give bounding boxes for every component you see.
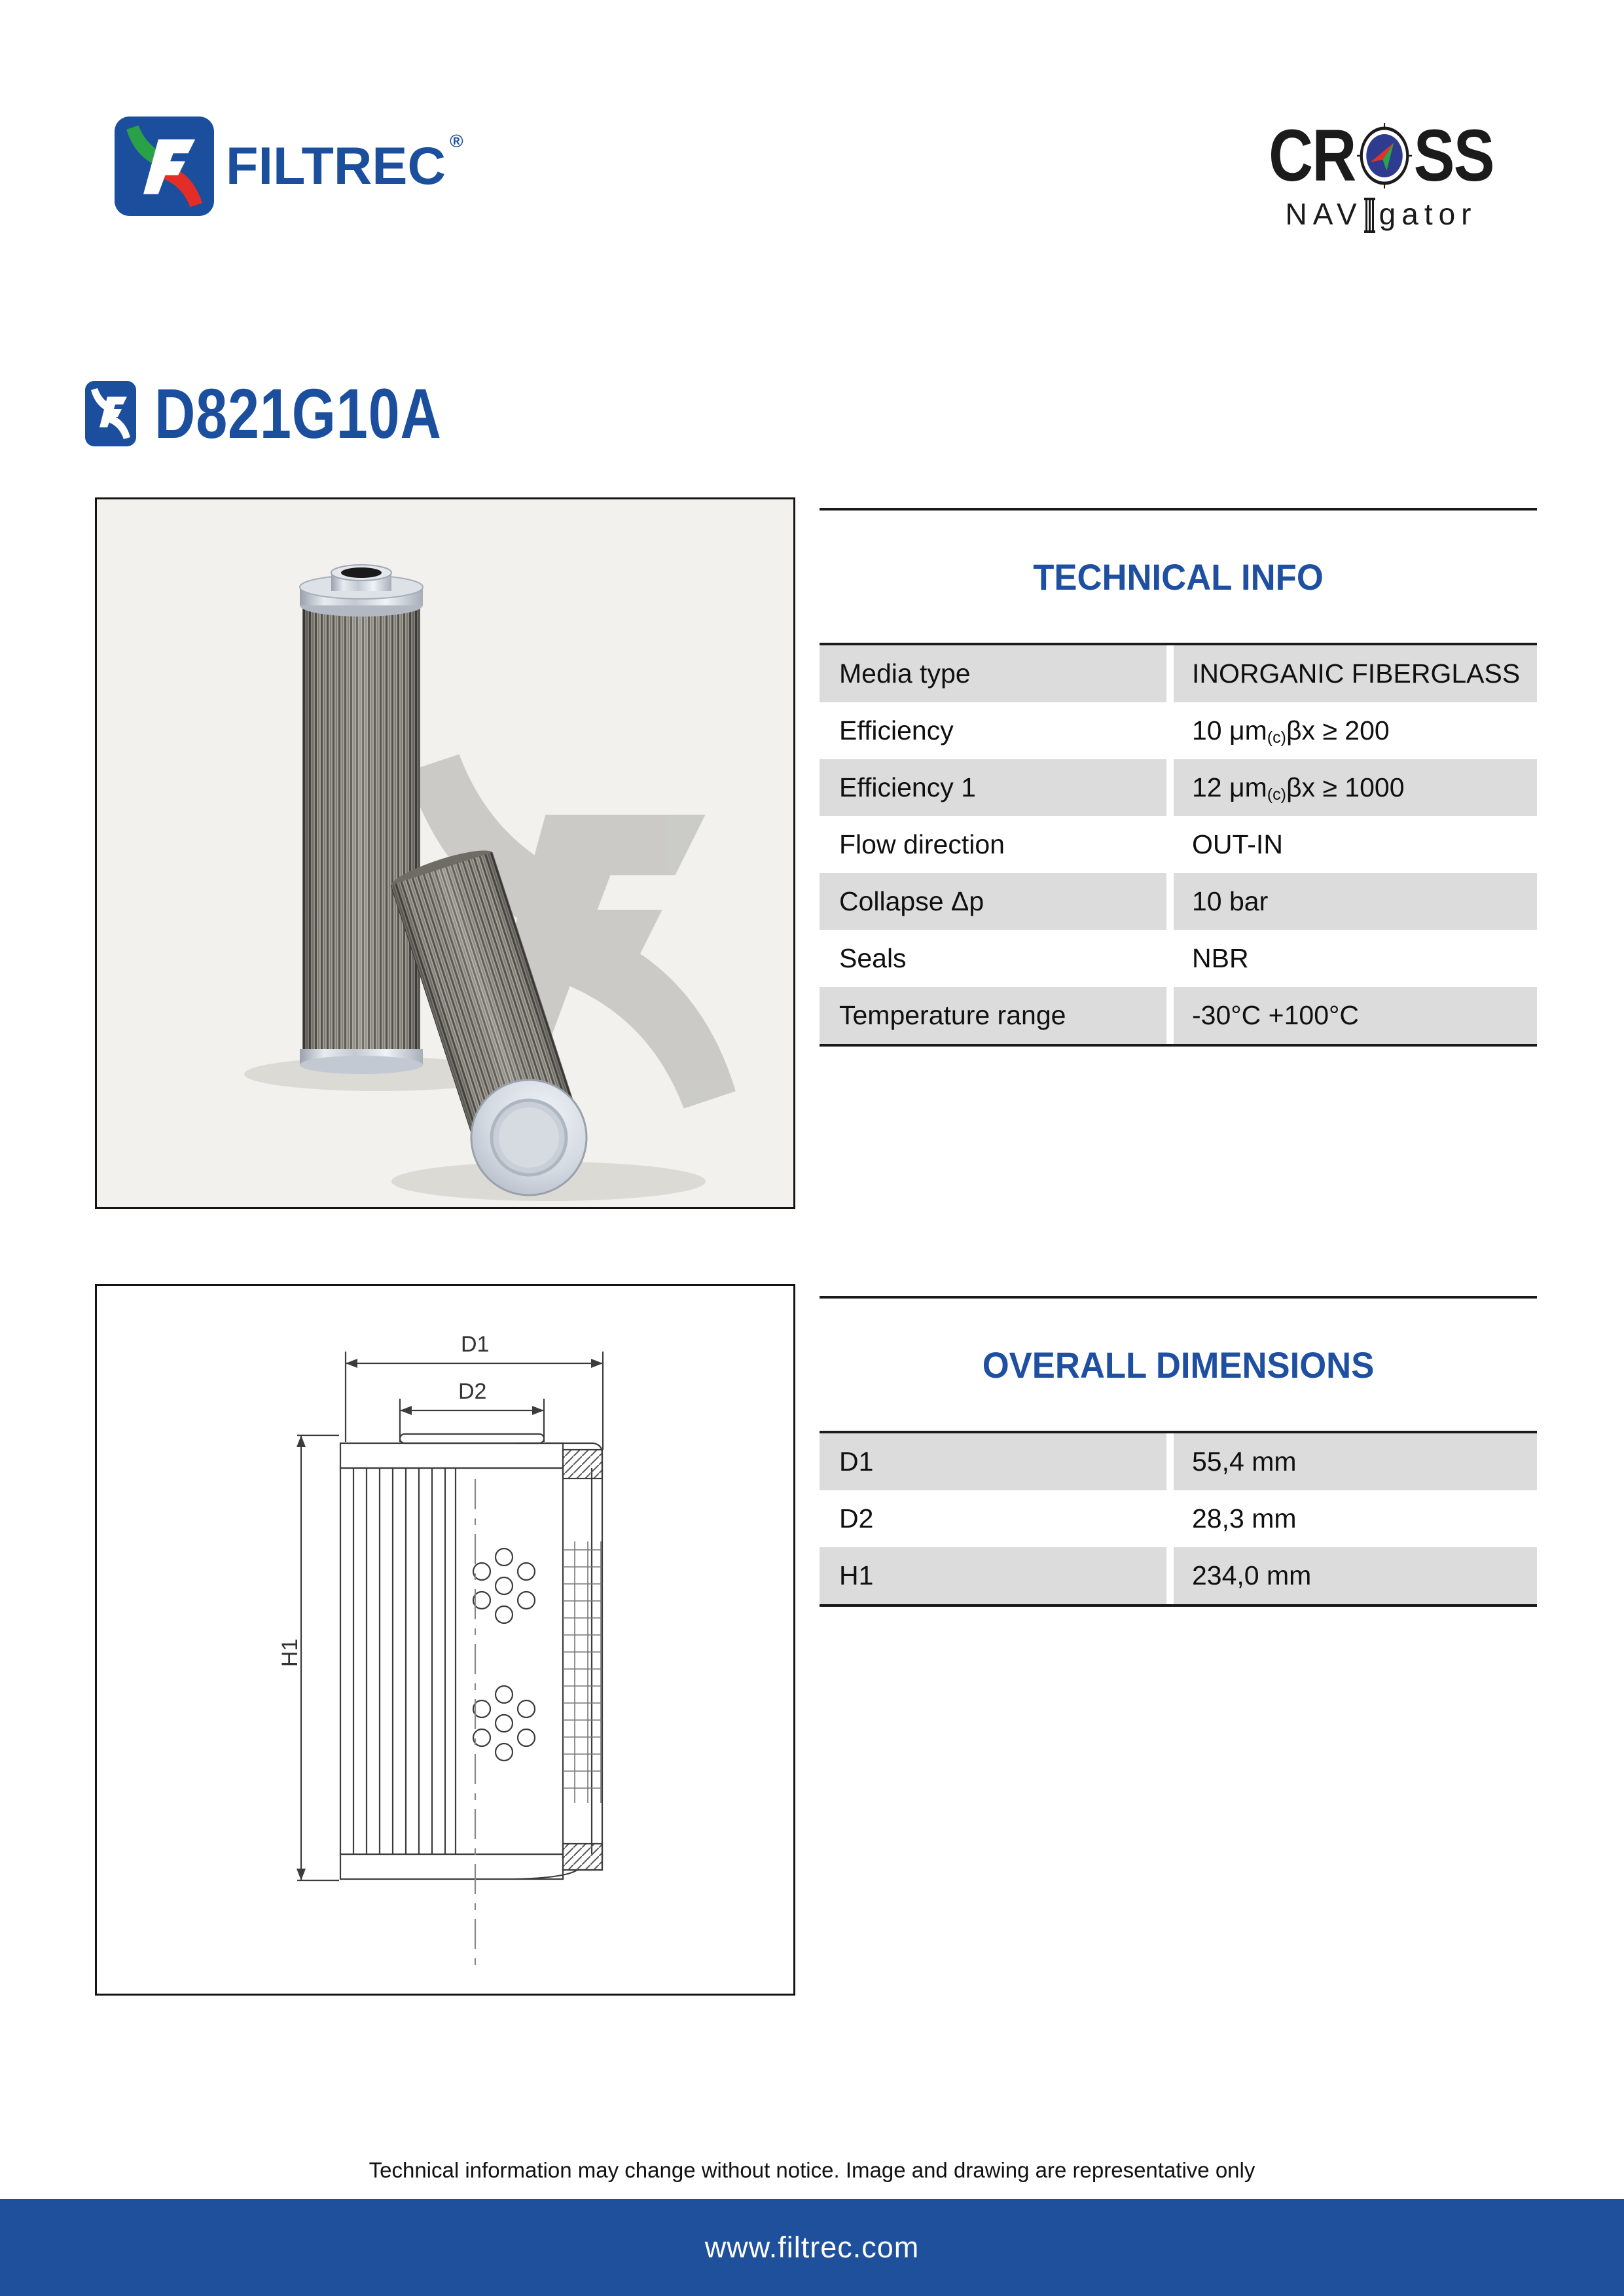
- spec-value: 10 μm $_{(c)}$ βx ≥ 200: [1174, 702, 1537, 759]
- spec-value: INORGANIC FIBERGLASS: [1174, 645, 1537, 702]
- nav-text: NAV: [1285, 197, 1363, 231]
- column-gap: [1166, 873, 1174, 930]
- table-row: [820, 987, 1537, 1044]
- footer-bar: [0, 2199, 1624, 2296]
- table-row: [820, 1490, 1537, 1547]
- registered-trademark: ®: [449, 131, 463, 151]
- column-gap: [1166, 816, 1174, 873]
- spec-label: Efficiency: [820, 702, 1166, 759]
- spec-value: 12 μm $_{(c)}$ βx ≥ 1000: [1174, 759, 1537, 816]
- spec-value: NBR: [1174, 930, 1537, 987]
- spec-label: Efficiency 1: [820, 759, 1166, 816]
- cross-text-left: CR: [1269, 115, 1356, 196]
- dimension-label: D2: [820, 1490, 1166, 1547]
- gator-text: gator: [1379, 197, 1477, 231]
- section-divider: [820, 1296, 1537, 1299]
- part-heading: [85, 374, 513, 453]
- table-row: [820, 930, 1537, 987]
- table-row: [820, 816, 1537, 873]
- column-gap: [1166, 930, 1174, 987]
- navigator-line: [1247, 196, 1515, 232]
- table-row: [820, 1547, 1537, 1604]
- filtrec-wordmark: FILTREC: [226, 136, 446, 196]
- table-row: [820, 759, 1537, 816]
- table-row: [820, 702, 1537, 759]
- overall-dimensions-table: [820, 1431, 1537, 1607]
- column-gap: [1166, 759, 1174, 816]
- cross-wordmark-line: [1269, 115, 1494, 196]
- section-divider: [820, 508, 1537, 511]
- spec-label: Media type: [820, 645, 1166, 702]
- drawing-d2-label: D2: [458, 1379, 487, 1404]
- technical-info-title: TECHNICAL INFO: [1033, 556, 1324, 598]
- column-gap: [1166, 1433, 1174, 1490]
- spec-label: Seals: [820, 930, 1166, 987]
- cross-navigator-logo: [1247, 115, 1515, 232]
- product-photo-image: [97, 499, 793, 1207]
- column-gap: [1166, 702, 1174, 759]
- spec-value: OUT-IN: [1174, 816, 1537, 873]
- part-number: D821G10A: [154, 374, 442, 453]
- technical-info-section: [820, 508, 1537, 1047]
- drawing-d1-label: D1: [461, 1332, 490, 1357]
- dimension-value: 28,3 mm: [1174, 1490, 1537, 1547]
- column-gap: [1166, 1547, 1174, 1604]
- drawing-h1-label: H1: [278, 1638, 302, 1667]
- spec-label: Flow direction: [820, 816, 1166, 873]
- spec-value: -30°C +100°C: [1174, 987, 1537, 1044]
- column-gap: [1166, 987, 1174, 1044]
- table-row: [820, 1433, 1537, 1490]
- spec-label: Collapse Δp: [820, 873, 1166, 930]
- filtrec-logo-icon: [115, 117, 214, 216]
- spec-value: 10 bar: [1174, 873, 1537, 930]
- dimension-label: H1: [820, 1547, 1166, 1604]
- filtrec-logo: [115, 117, 463, 216]
- technical-drawing-image: [97, 1286, 793, 1994]
- website-link[interactable]: www.filtrec.com: [704, 2231, 920, 2264]
- product-photo: [95, 497, 795, 1209]
- spec-label: Temperature range: [820, 987, 1166, 1044]
- overall-dimensions-title: OVERALL DIMENSIONS: [982, 1344, 1375, 1386]
- standing-filter: [300, 565, 423, 1074]
- table-row: [820, 873, 1537, 930]
- disclaimer-note: Technical information may change without notice. Image and drawing are representative only: [369, 2158, 1255, 2182]
- column-gap: [1166, 1490, 1174, 1547]
- compass-icon: [1357, 123, 1412, 188]
- column-i-icon: [1364, 198, 1375, 233]
- technical-drawing: [95, 1284, 795, 1996]
- technical-info-table: [820, 643, 1537, 1047]
- overall-dimensions-section: [820, 1296, 1537, 1607]
- column-gap: [1166, 645, 1174, 702]
- part-number-icon: [85, 381, 136, 446]
- dimension-value: 55,4 mm: [1174, 1433, 1537, 1490]
- dimension-value: 234,0 mm: [1174, 1547, 1537, 1604]
- dimension-label: D1: [820, 1433, 1166, 1490]
- cross-text-right: SS: [1413, 115, 1494, 196]
- table-row: [820, 645, 1537, 702]
